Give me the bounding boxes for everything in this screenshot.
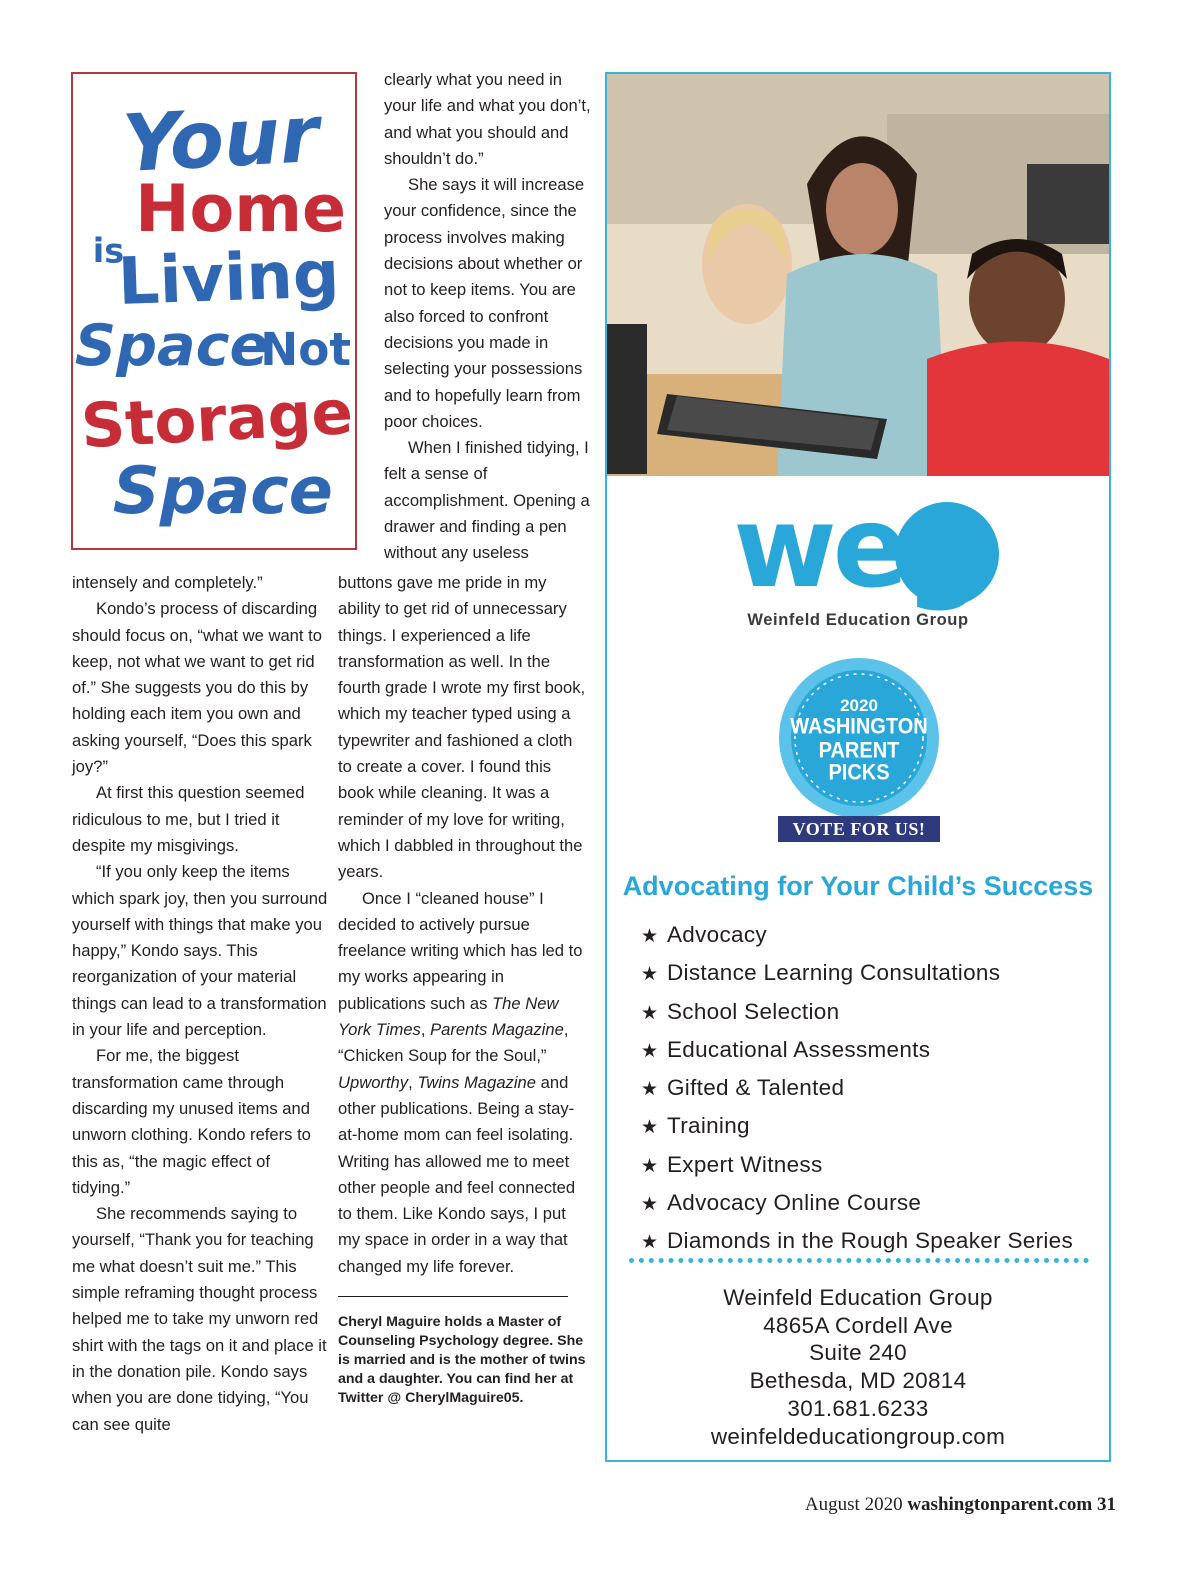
service-label: Advocacy Online Course bbox=[667, 1190, 922, 1216]
text-run: , bbox=[408, 1072, 418, 1092]
service-label: Distance Learning Consultations bbox=[667, 960, 1001, 986]
footer-date: August 2020 bbox=[804, 1494, 908, 1515]
service-item bbox=[641, 1223, 1073, 1261]
art-line-not: Not bbox=[260, 323, 352, 377]
service-item bbox=[641, 994, 1073, 1032]
service-label: Expert Witness bbox=[667, 1151, 823, 1177]
classroom-photo-illustration bbox=[607, 74, 1109, 476]
service-item bbox=[641, 917, 1073, 955]
service-item bbox=[641, 1108, 1073, 1146]
star-icon: ★ bbox=[641, 1232, 659, 1254]
star-icon: ★ bbox=[641, 926, 659, 947]
bio-divider bbox=[338, 1296, 568, 1297]
service-label: Training bbox=[667, 1113, 750, 1139]
article-column-2 bbox=[338, 570, 590, 1280]
star-icon: ★ bbox=[641, 1117, 659, 1139]
star-icon: ★ bbox=[641, 964, 659, 986]
services-list bbox=[641, 917, 1073, 1262]
text-run: , “Chicken Soup for the Soul,” bbox=[338, 1020, 569, 1066]
art-line-living: Living bbox=[116, 237, 341, 320]
footer-page-number: 31 bbox=[1092, 1494, 1116, 1515]
article-paragraph: intensely and completely.” bbox=[72, 573, 263, 592]
company-name: Weinfeld Education Group bbox=[747, 611, 969, 629]
badge-year: 2020 bbox=[840, 696, 878, 715]
dotted-divider bbox=[629, 1258, 1089, 1263]
service-item bbox=[641, 1070, 1073, 1108]
ad-headline: Advocating for Your Child’s Success bbox=[622, 871, 1094, 901]
contact-suite: Suite 240 bbox=[809, 1340, 907, 1366]
service-label: Advocacy bbox=[667, 922, 767, 947]
article-paragraph: She says it will increase your confidence, since the process involves making decisions about whether or not to keep items. You are also forced to confront decisions you made in selecting your possessions and to hopefully learn from poor choices. bbox=[384, 175, 585, 431]
contact-phone: 301.681.6233 bbox=[787, 1395, 929, 1421]
article-paragraph: She recommends saying to yourself, “Thank you for teaching me what doesn’t suit me.” This simple reframing thought process helped me to take my unworn red shirt with the tags on it and place it in the donation pile. Kondo says when you are done tidying, “You can see quite bbox=[72, 1204, 327, 1434]
service-label: Diamonds in the Rough Speaker Series bbox=[667, 1228, 1074, 1254]
service-label: Gifted & Talented bbox=[667, 1075, 845, 1101]
star-icon: ★ bbox=[641, 1194, 659, 1216]
publication-title: Twins Magazine bbox=[417, 1072, 536, 1092]
article-column-1-top bbox=[384, 67, 594, 567]
article-paragraph: Kondo’s process of discarding should focus on, “what we want to keep, not what we want to get rid of.” She suggests you do this by holding each item you own and asking yourself, “Does this spark joy?” bbox=[72, 599, 322, 777]
service-item bbox=[641, 1032, 1073, 1070]
contact-block bbox=[607, 1284, 1109, 1450]
art-line-your: Your bbox=[120, 87, 321, 191]
contact-street: 4865A Cordell Ave bbox=[763, 1312, 953, 1338]
article-paragraph: At first this question seemed ridiculous to me, but I tried it despite my misgivings. bbox=[72, 783, 305, 855]
art-line-home: Home bbox=[135, 172, 347, 248]
vote-for-us-banner: VOTE FOR US! bbox=[778, 816, 940, 842]
badge-line-parent: PARENT bbox=[818, 738, 900, 764]
publication-title: Parents Magazine bbox=[430, 1020, 564, 1040]
parent-picks-badge bbox=[777, 656, 941, 820]
article-paragraph-publications bbox=[338, 886, 590, 1280]
art-line-space: Space bbox=[74, 313, 269, 380]
star-icon: ★ bbox=[641, 1002, 659, 1024]
text-run: , bbox=[420, 1020, 431, 1040]
article-column-1 bbox=[72, 570, 328, 1438]
weg-logo-text: weg bbox=[733, 494, 981, 613]
publication-title: Upworthy bbox=[338, 1072, 409, 1092]
service-item bbox=[641, 1185, 1073, 1223]
article-paragraph: clearly what you need in your life and what you don’t, and what you should and shouldn’t do.” bbox=[384, 70, 591, 168]
text-run: Once I “cleaned house” I decided to actively pursue freelance writing which has led to my works appearing in publications such as bbox=[338, 888, 583, 1013]
article-paragraph: “If you only keep the items which spark joy, then you surround yourself with things that make you happy,” Kondo says. This reorganization of your material things can lead to a transformation in your life and perception. bbox=[72, 862, 328, 1040]
lettering-artwork bbox=[71, 72, 357, 550]
author-bio: Cheryl Maguire holds a Master of Counseling Psychology degree. She is married and is the mother of twins and a daughter. You can find her at Twitter @ CherylMaguire05. bbox=[338, 1314, 586, 1406]
article-paragraph: For me, the biggest transformation came through discarding my unused items and unworn clothing. Kondo refers to this as, “the magic effect of tidying.” bbox=[72, 1046, 311, 1197]
publication-title: The New York Times bbox=[338, 993, 559, 1040]
contact-website: weinfeldeducationgroup.com bbox=[710, 1423, 1006, 1449]
service-item bbox=[641, 955, 1073, 993]
service-label: School Selection bbox=[667, 998, 840, 1024]
art-line-storage: Storage bbox=[79, 377, 355, 463]
footer-site: washingtonparent.com bbox=[907, 1494, 1093, 1515]
badge-line-washington: WASHINGTON bbox=[790, 714, 928, 740]
article-paragraph: buttons gave me pride in my ability to get rid of unnecessary things. I experienced a life transformation as well. In the fourth grade I wrote my first book, which my teacher typed using a typewriter and fashioned a cloth to create a cover. I found this book while cleaning. It was a reminder of my love for writing, which I dabbled in throughout the years. bbox=[338, 573, 586, 882]
lettering-svg bbox=[73, 74, 355, 548]
contact-company: Weinfeld Education Group bbox=[723, 1285, 993, 1310]
star-icon: ★ bbox=[641, 1155, 659, 1177]
art-line-space-2: Space bbox=[112, 454, 333, 530]
service-item bbox=[641, 1147, 1073, 1185]
star-icon: ★ bbox=[641, 1040, 659, 1062]
text-run: and other publications. Being a stay-at-home mom can feel isolating. Writing has allowed me to meet other people and feel connected to them. Like Kondo says, I put my space in order in a way that changed my life forever. bbox=[338, 1072, 576, 1276]
star-icon: ★ bbox=[641, 1079, 659, 1101]
badge-line-picks: PICKS bbox=[828, 760, 890, 786]
service-label: Educational Assessments bbox=[667, 1036, 931, 1062]
art-line-is: is bbox=[92, 231, 125, 271]
contact-city: Bethesda, MD 20814 bbox=[749, 1368, 967, 1394]
page-footer bbox=[805, 1494, 1116, 1516]
classroom-photo bbox=[607, 74, 1109, 476]
weg-advertisement bbox=[605, 72, 1111, 1462]
article-paragraph: When I finished tidying, I felt a sense of accomplishment. Opening a drawer and finding a pen without any useless bbox=[384, 438, 590, 563]
